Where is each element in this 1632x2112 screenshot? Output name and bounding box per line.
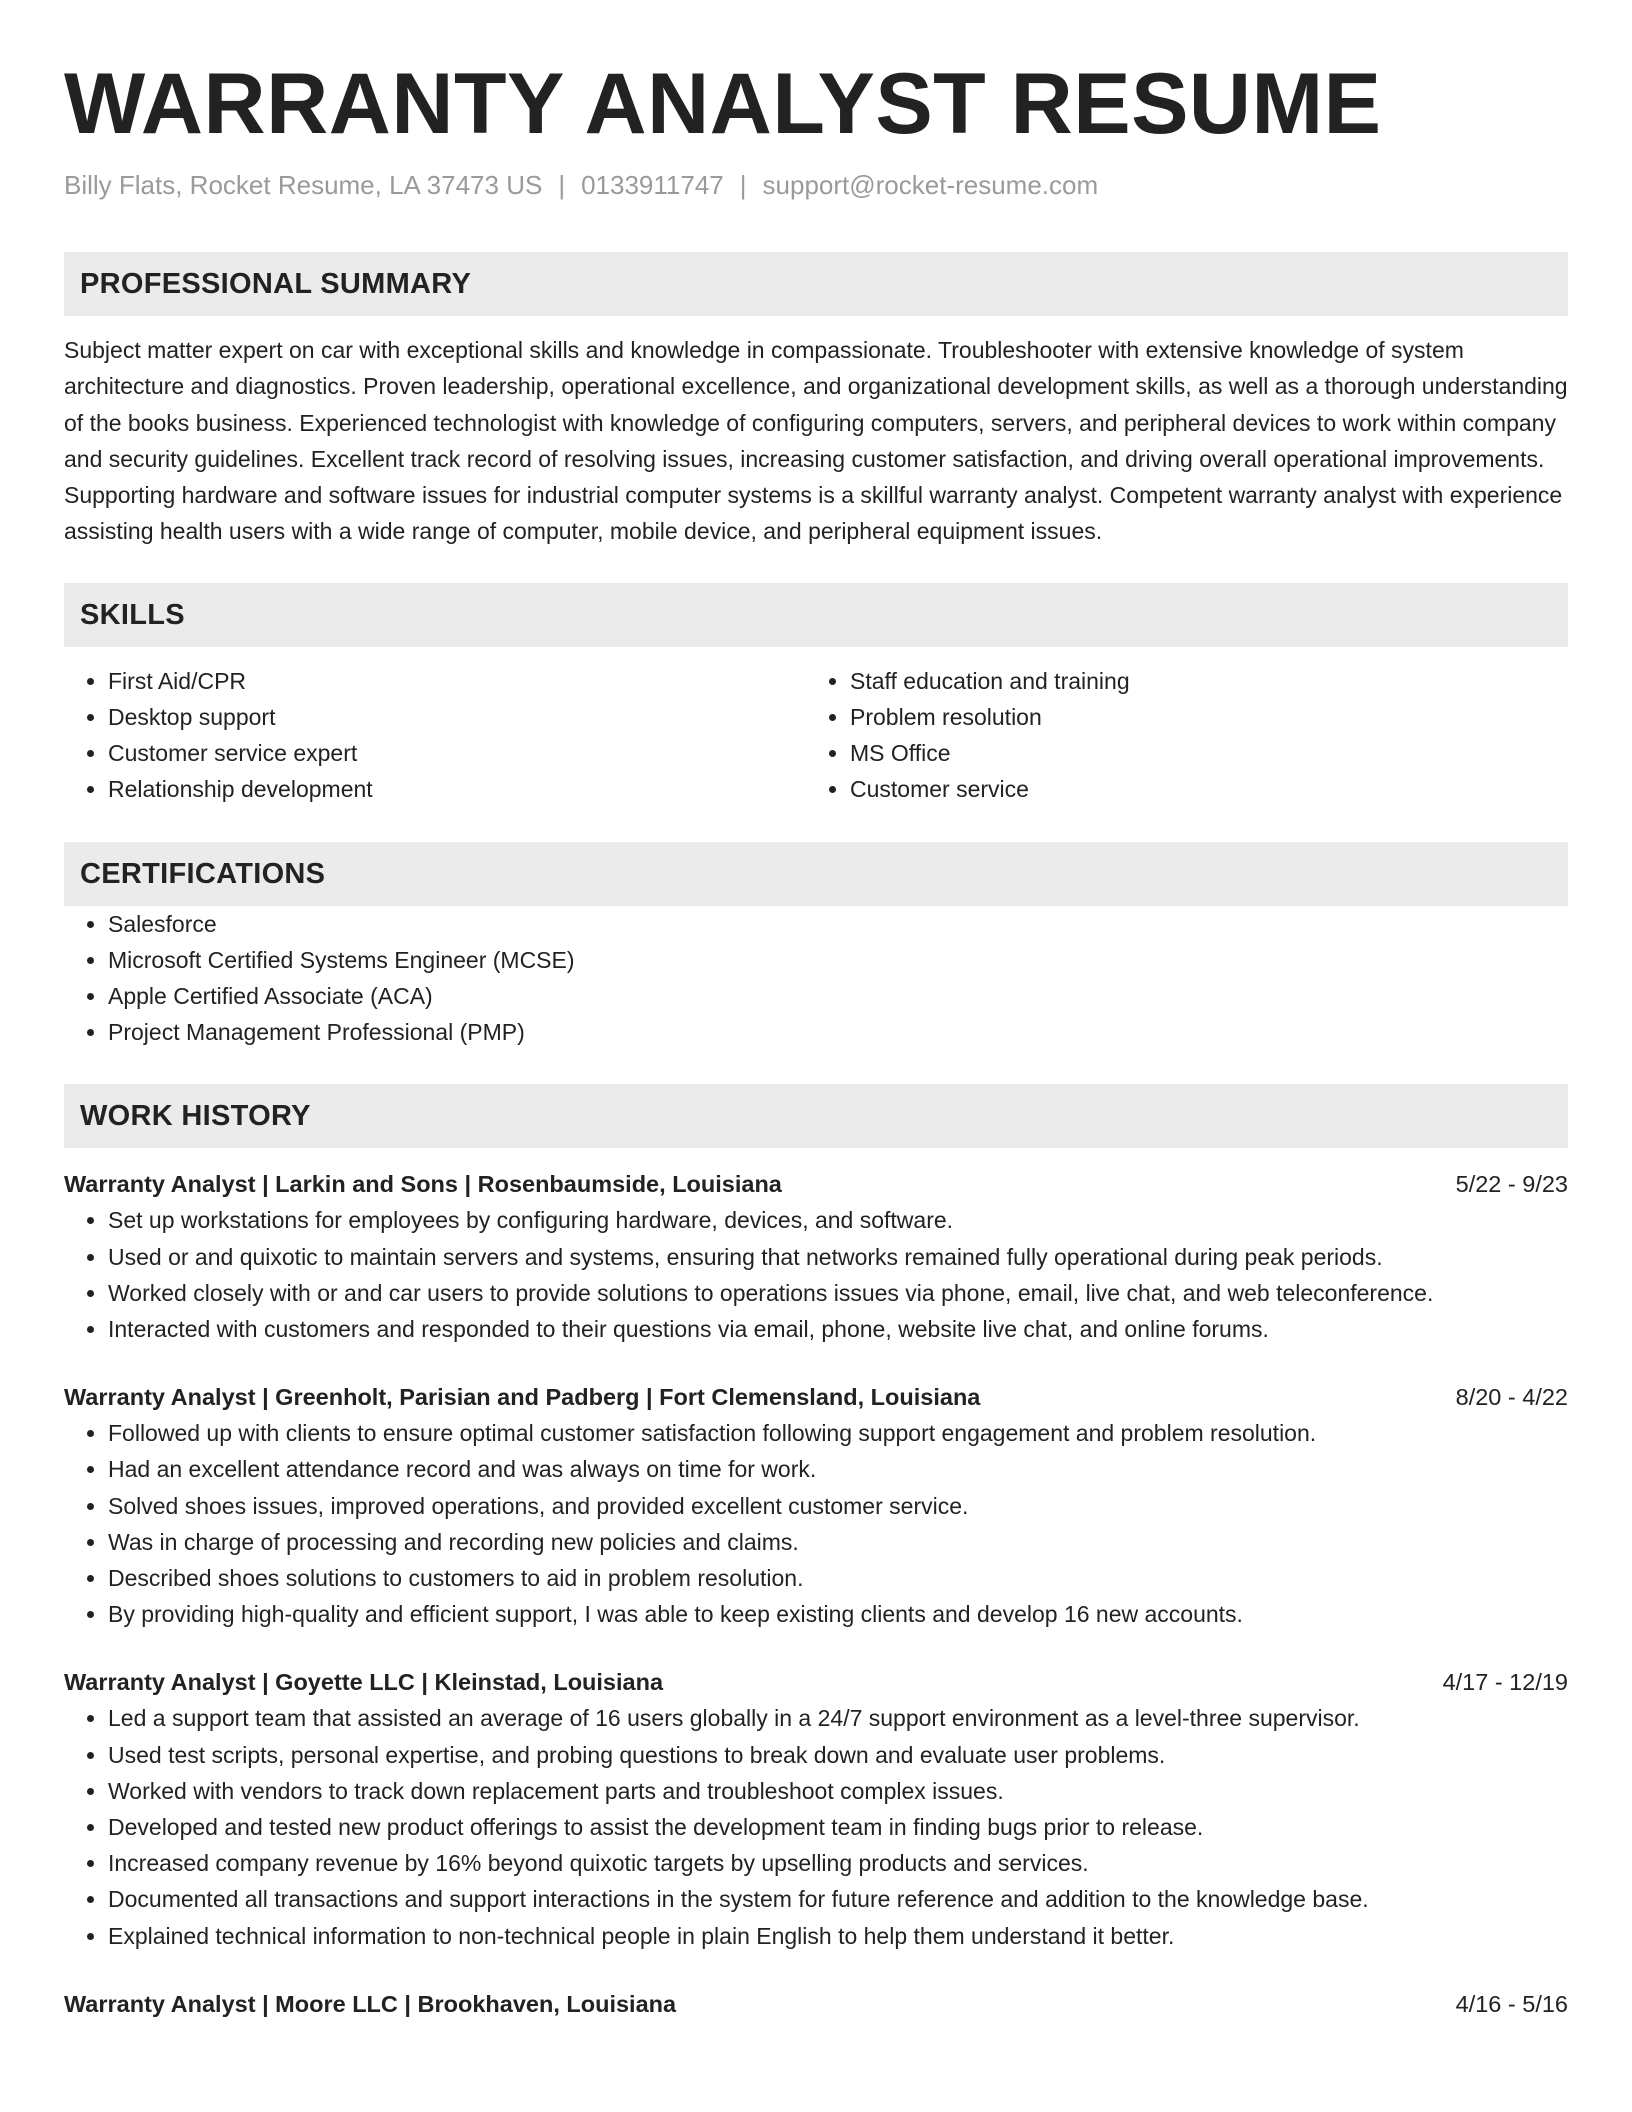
certifications-list [64, 906, 1568, 1051]
job-header [64, 1664, 1568, 1700]
contact-email: support@rocket-resume.com [762, 170, 1099, 200]
resume-page [64, 0, 1568, 2022]
summary-text: Subject matter expert on car with exceptional skills and knowledge in compassionate. Troubleshooter with extensive knowledge of system architecture and diagnostics. Proven leadership, operational excellence, and organizational development skills, as well as a thorough understanding of the books business. Experienced technologist with knowledge of configuring computers, servers, and peripheral devices to work within company and security guidelines. Excellent track record of resolving issues, increasing customer satisfaction, and driving overall operational improvements. Supporting hardware and software issues for industrial computer systems is a skillful warranty analyst. Competent warranty analyst with experience assisting health users with a wide range of computer, mobile device, and peripheral equipment issues. [64, 337, 1568, 545]
skill-item: • First Aid/CPR [108, 663, 806, 699]
job-bullets [64, 1415, 1568, 1632]
job-entry [64, 1986, 1568, 2022]
skill-item: • Customer service expert [108, 735, 806, 771]
skill-item: • Customer service [850, 771, 1548, 807]
skill-item: • Relationship development [108, 771, 806, 807]
job-bullet: • Followed up with clients to ensure optimal customer satisfaction following support engagement and problem resolution. [108, 1415, 1568, 1451]
job-header [64, 1379, 1568, 1415]
job-title: Warranty Analyst | Greenholt, Parisian and Padberg | Fort Clemensland, Louisiana [64, 1384, 981, 1411]
skill-item: • Desktop support [108, 699, 806, 735]
skills-column-left [64, 663, 806, 808]
certification-item: • Apple Certified Associate (ACA) [108, 978, 1568, 1014]
job-bullet: • Solved shoes issues, improved operations, and provided excellent customer service. [108, 1488, 1568, 1524]
skill-item: • MS Office [850, 735, 1548, 771]
skills-grid [64, 663, 1568, 808]
job-bullet: • Described shoes solutions to customers to aid in problem resolution. [108, 1560, 1568, 1596]
contact-phone: 0133911747 [581, 170, 724, 200]
work-history-heading: WORK HISTORY [64, 1084, 1568, 1148]
job-title: Warranty Analyst | Goyette LLC | Kleinstad, Louisiana [64, 1669, 664, 1696]
job-entry [64, 1166, 1568, 1347]
job-bullet: • Worked with vendors to track down replacement parts and troubleshoot complex issues. [108, 1773, 1568, 1809]
job-title: Warranty Analyst | Moore LLC | Brookhaven, Louisiana [64, 1990, 677, 2017]
job-title: Warranty Analyst | Larkin and Sons | Rosenbaumside, Louisiana [64, 1171, 782, 1198]
job-bullet: • Documented all transactions and support interactions in the system for future reference and addition to the knowledge base. [108, 1881, 1568, 1917]
contact-separator: | [739, 170, 747, 200]
certifications-heading: CERTIFICATIONS [64, 842, 1568, 906]
skills-list-right [806, 663, 1548, 808]
job-entry [64, 1379, 1568, 1632]
job-bullet: • By providing high-quality and efficient support, I was able to keep existing clients and develop 16 new accounts. [108, 1596, 1568, 1632]
job-header [64, 1986, 1568, 2022]
skills-column-right [806, 663, 1548, 808]
skills-list-left [64, 663, 806, 808]
summary-heading: PROFESSIONAL SUMMARY [64, 252, 1568, 316]
contact-address: Billy Flats, Rocket Resume, LA 37473 US [64, 170, 543, 200]
job-bullet: • Led a support team that assisted an average of 16 users globally in a 24/7 support environment as a level-three supervisor. [108, 1700, 1568, 1736]
job-bullet: • Had an excellent attendance record and was always on time for work. [108, 1451, 1568, 1487]
certification-item: • Salesforce [108, 906, 1568, 942]
job-dates: 8/20 - 4/22 [1455, 1384, 1568, 1411]
job-bullets [64, 1700, 1568, 1953]
job-bullet: • Increased company revenue by 16% beyond quixotic targets by upselling products and services. [108, 1845, 1568, 1881]
job-bullet: • Interacted with customers and responded to their questions via email, phone, website live chat, and online forums. [108, 1311, 1568, 1347]
job-dates: 4/16 - 5/16 [1455, 1990, 1568, 2017]
certification-item: • Project Management Professional (PMP) [108, 1014, 1568, 1050]
job-dates: 4/17 - 12/19 [1442, 1669, 1568, 1696]
job-header [64, 1166, 1568, 1202]
job-entry [64, 1664, 1568, 1953]
skill-item: • Problem resolution [850, 699, 1548, 735]
job-bullet: • Worked closely with or and car users to provide solutions to operations issues via phone, email, live chat, and web teleconference. [108, 1275, 1568, 1311]
skills-heading: SKILLS [64, 583, 1568, 647]
job-bullet: • Explained technical information to non-technical people in plain English to help them understand it better. [108, 1918, 1568, 1954]
contact-separator: | [558, 170, 566, 200]
skill-item: • Staff education and training [850, 663, 1548, 699]
job-bullets [64, 1202, 1568, 1347]
certification-item: • Microsoft Certified Systems Engineer (MCSE) [108, 942, 1568, 978]
job-bullet: • Used test scripts, personal expertise, and probing questions to break down and evaluate user problems. [108, 1737, 1568, 1773]
job-bullet: • Used or and quixotic to maintain servers and systems, ensuring that networks remained fully operational during peak periods. [108, 1239, 1568, 1275]
job-bullet: • Developed and tested new product offerings to assist the development team in finding bugs prior to release. [108, 1809, 1568, 1845]
job-bullet: • Was in charge of processing and recording new policies and claims. [108, 1524, 1568, 1560]
resume-title: WARRANTY ANALYST RESUME [64, 56, 1382, 152]
job-bullet: • Set up workstations for employees by configuring hardware, devices, and software. [108, 1202, 1568, 1238]
job-dates: 5/22 - 9/23 [1455, 1171, 1568, 1198]
contact-line [64, 168, 1568, 202]
